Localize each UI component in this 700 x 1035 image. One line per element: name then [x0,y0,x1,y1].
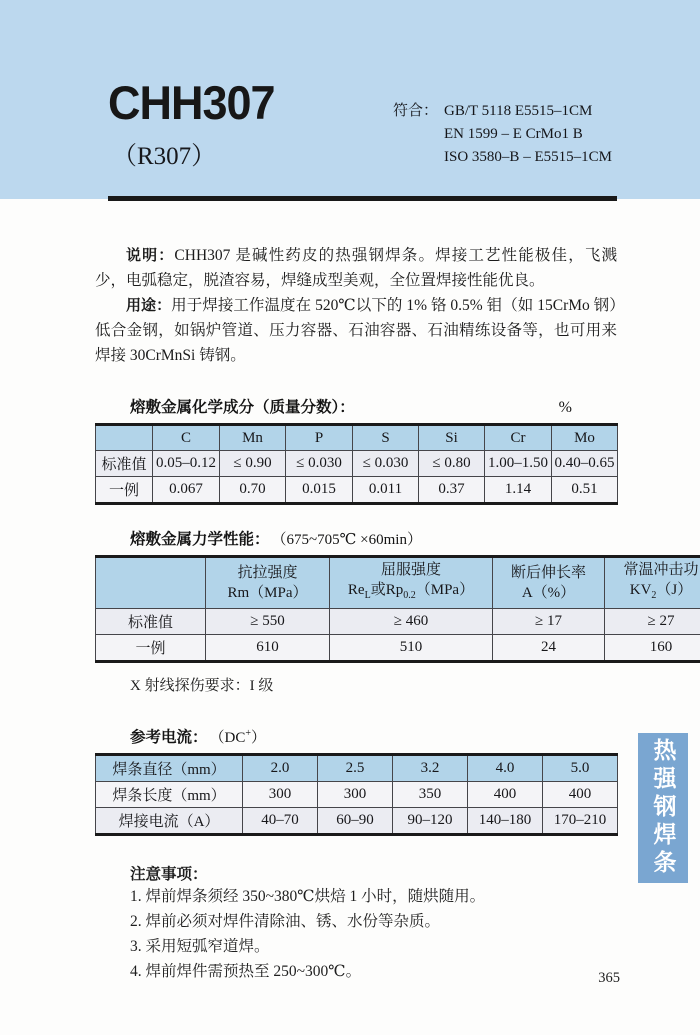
column-header: Si [419,425,485,451]
column-header: Mn [220,425,286,451]
mech-title-text: 熔敷金属力学性能： [130,531,270,548]
mech-properties-table [95,555,700,663]
chem-unit: % [558,399,572,416]
table-row [96,782,618,808]
table-row [96,635,700,662]
note-item: 1. 焊前焊条须经 350~380℃烘焙 1 小时，随烘随用。 [130,888,486,905]
cell: 400 [468,782,543,808]
cell: 400 [543,782,618,808]
cell: 1.00–1.50 [485,451,552,477]
notes-section [95,862,617,984]
cell: 510 [330,635,493,662]
corner-cell [96,557,206,609]
cell: ≥ 17 [493,609,605,635]
xray-requirement: X 射线探伤要求：I 级 [130,678,274,694]
cell: 60–90 [318,808,393,835]
row-label: 一例 [96,477,153,504]
table-row [96,477,618,504]
cell: ≤ 0.030 [353,451,419,477]
column-header: 常温冲击功 $KV_2(J)$ [605,557,700,609]
product-code: CHH307 [108,76,275,130]
table-header-row [96,425,618,451]
usage-text: 用于焊接工作温度在 520℃以下的 1% 铬 0.5% 钼（如 15CrMo 钢）低合金钢，如锅炉管道、压力容器、石油容器、石油精练设备等，也可用来焊接 30CrMnSi 铸钢。 [95,297,617,364]
standards-block [393,100,612,169]
note-item: 2. 焊前必须对焊件清除油、锈、水份等杂质。 [130,913,441,930]
column-header: C [153,425,220,451]
chem-title-text: 熔敷金属化学成分（质量分数）： [130,399,355,416]
standard-line: GB/T 5118 E5515–1CM [444,103,593,119]
cell: ≥ 460 [330,609,493,635]
row-label: 焊条直径（mm） [96,755,243,782]
row-label: 焊条长度（mm） [96,782,243,808]
column-header: 断后伸长率 A（%） [493,557,605,609]
cell: 90–120 [393,808,468,835]
cell: 0.37 [419,477,485,504]
table-row [96,451,618,477]
column-header: P [286,425,353,451]
cell: 0.011 [353,477,419,504]
cell: 1.14 [485,477,552,504]
current-section-title [95,725,617,747]
current-title-text: 参考电流： [130,729,208,746]
cell: 160 [605,635,700,662]
chem-section-title [95,395,617,417]
cell: 140–180 [468,808,543,835]
row-label: 焊接电流（A） [96,808,243,835]
column-header: 2.5 [318,755,393,782]
column-header: 3.2 [393,755,468,782]
column-header: 5.0 [543,755,618,782]
table-header-row [96,755,618,782]
cell: 170–210 [543,808,618,835]
row-label: 标准值 [96,609,206,635]
row-label: 标准值 [96,451,153,477]
page-number: 365 [598,970,620,986]
standards-list [444,100,612,169]
chem-composition-table [95,423,618,505]
standard-line: ISO 3580–B – E5515–1CM [444,149,612,165]
cell: 0.05–0.12 [153,451,220,477]
cell: 24 [493,635,605,662]
cell: ≤ 0.90 [220,451,286,477]
category-tab-label: 热强钢焊条 [650,738,677,878]
cell: 40–70 [243,808,318,835]
cell: ≤ 0.030 [286,451,353,477]
column-header: Cr [485,425,552,451]
note-item: 4. 焊前焊件需预热至 250~300℃。 [130,963,362,980]
row-label: 一例 [96,635,206,662]
column-header: Mo [552,425,618,451]
cell: 610 [206,635,330,662]
cell: 0.70 [220,477,286,504]
notes-title: 注意事项： [130,866,208,883]
conform-label: 符合： [393,103,439,119]
table-header-row [96,557,700,609]
cell: ≥ 27 [605,609,700,635]
cell: 300 [318,782,393,808]
cell: 350 [393,782,468,808]
column-header: 抗拉强度 Rm（MPa） [206,557,330,609]
cell: 0.51 [552,477,618,504]
page-content [0,199,700,984]
cell: 300 [243,782,318,808]
description-paragraph [95,243,617,293]
description-text: CHH307 是碱性药皮的热强钢焊条。焊接工艺性能极佳，飞溅少，电弧稳定，脱渣容易，焊缝成型美观，全位置焊接性能优良。 [95,247,617,289]
corner-cell [96,425,153,451]
product-alias: （R307） [112,143,217,170]
cell: ≥ 550 [206,609,330,635]
reference-current-table [95,753,618,836]
standard-line: EN 1599 – E CrMo1 B [444,126,583,142]
column-header: S [353,425,419,451]
description-label: 说明： [126,247,175,264]
usage-paragraph [95,293,617,368]
cell: 0.067 [153,477,220,504]
mech-condition: （675~705℃ ×60min） [271,532,422,548]
header-band [0,0,700,199]
cell: 0.015 [286,477,353,504]
table-row [96,808,618,835]
category-tab [638,733,688,883]
current-dc-note: （DC+） [209,728,267,746]
table-row [96,609,700,635]
column-header: 屈服强度 $Re_L$或$Rp_{0.2}(MPa)$ [330,557,493,609]
column-header: 2.0 [243,755,318,782]
mech-section-title [95,527,617,549]
note-item: 3. 采用短弧窄道焊。 [130,938,270,955]
column-header: 4.0 [468,755,543,782]
cell: 0.40–0.65 [552,451,618,477]
usage-label: 用途： [126,297,172,314]
cell: ≤ 0.80 [419,451,485,477]
